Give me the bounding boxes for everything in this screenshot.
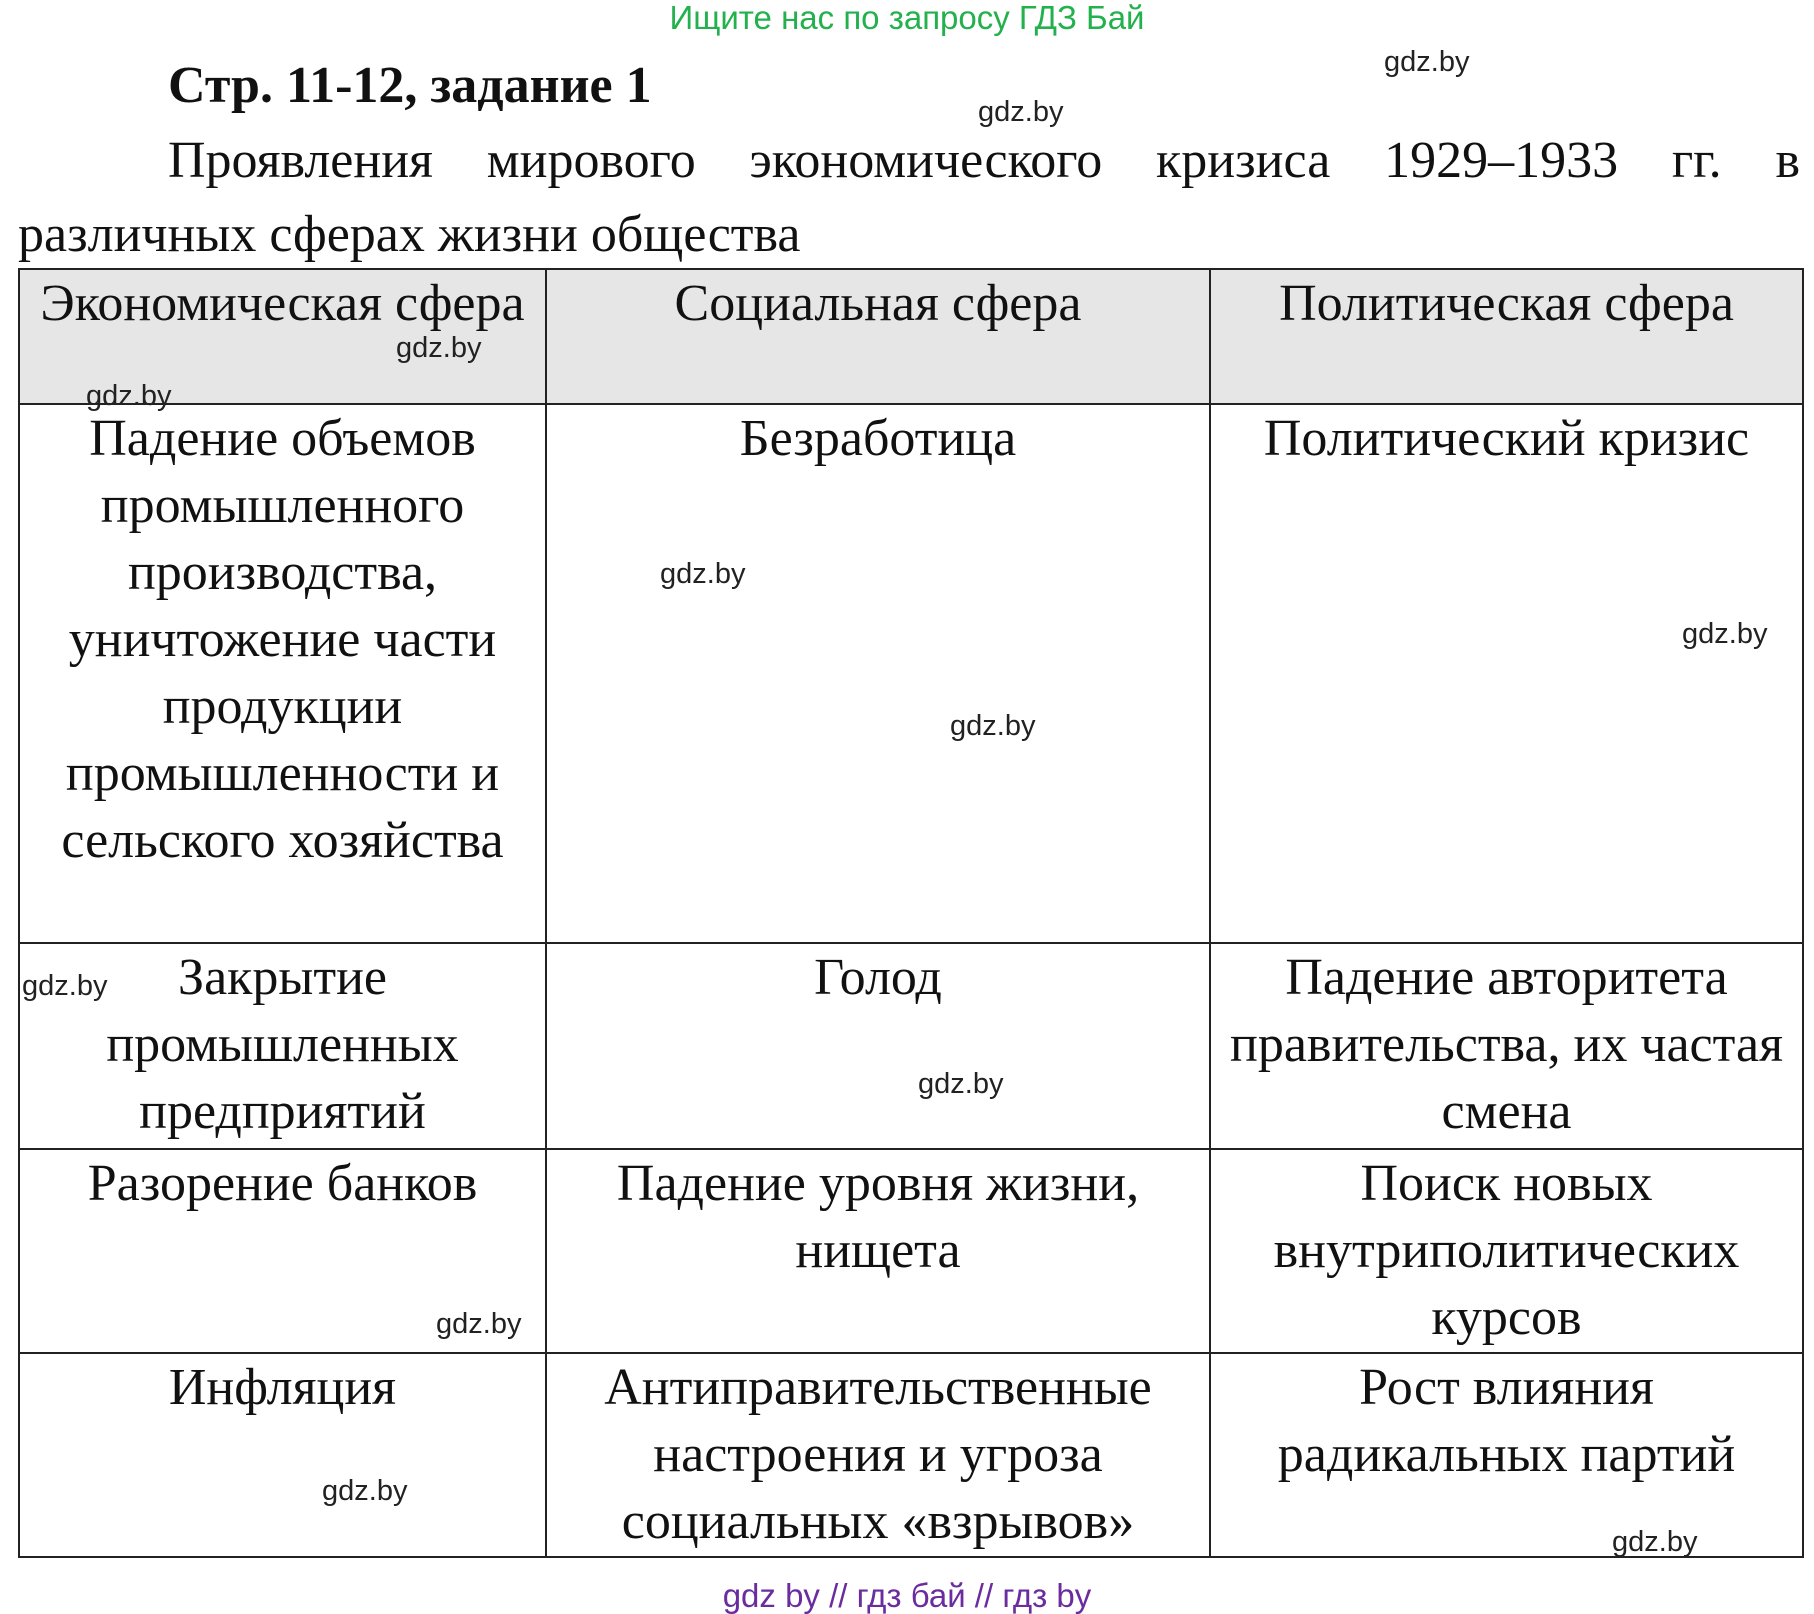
spheres-table xyxy=(18,268,1804,1558)
page-title: Стр. 11-12, задание 1 xyxy=(168,57,652,114)
watermark: gdz.by xyxy=(660,558,746,590)
table-cell: Закрытие промышленных предприятий xyxy=(19,943,546,1149)
watermark: gdz.by xyxy=(436,1308,522,1340)
watermark: gdz.by xyxy=(86,380,172,412)
table-cell: Падение уровня жизни, нищета xyxy=(546,1149,1210,1353)
table-row xyxy=(19,943,1803,1149)
top-banner[interactable]: Ищите нас по запросу ГДЗ Бай xyxy=(669,0,1145,36)
watermark: gdz.by xyxy=(918,1068,1004,1100)
header-social: Социальная сфера xyxy=(546,269,1210,404)
table-cell: Голод xyxy=(546,943,1210,1149)
table-cell: Рост влияния радикальных партий xyxy=(1210,1353,1803,1557)
table-cell: Поиск новых внутриполитических курсов xyxy=(1210,1149,1803,1353)
table-cell: Разорение банков xyxy=(19,1149,546,1353)
watermark: gdz.by xyxy=(1682,618,1768,650)
table-cell: Падение объемов промышленного производства, уничтожение части продукции промышленности и сельского хозяйства xyxy=(19,404,546,943)
watermark: gdz.by xyxy=(978,96,1064,128)
header-economic: Экономическая сфера xyxy=(19,269,546,404)
watermark: gdz.by xyxy=(1612,1526,1698,1558)
watermark: gdz.by xyxy=(396,332,482,364)
table-cell: Падение авторитета правительства, их частая смена xyxy=(1210,943,1803,1149)
watermark: gdz.by xyxy=(322,1475,408,1507)
table-cell: Инфляция xyxy=(19,1353,546,1557)
table-cell: Антиправительственные настроения и угроза социальных «взрывов» xyxy=(546,1353,1210,1557)
table-cell: Политический кризис xyxy=(1210,404,1803,943)
task-description: Проявления мирового экономического кризиса 1929–1933 гг. в различных сферах жизни общества xyxy=(18,132,1800,263)
watermark: gdz.by xyxy=(1384,46,1470,78)
table-cell: Безработица xyxy=(546,404,1210,943)
table-header-row xyxy=(19,269,1803,404)
table-row xyxy=(19,1149,1803,1353)
header-political: Политическая сфера xyxy=(1210,269,1803,404)
table-row xyxy=(19,404,1803,943)
watermark: gdz.by xyxy=(22,970,108,1002)
watermark: gdz.by xyxy=(950,710,1036,742)
table-row xyxy=(19,1353,1803,1557)
footer-links[interactable]: gdz by // гдз бай // гдз by xyxy=(722,1577,1092,1614)
